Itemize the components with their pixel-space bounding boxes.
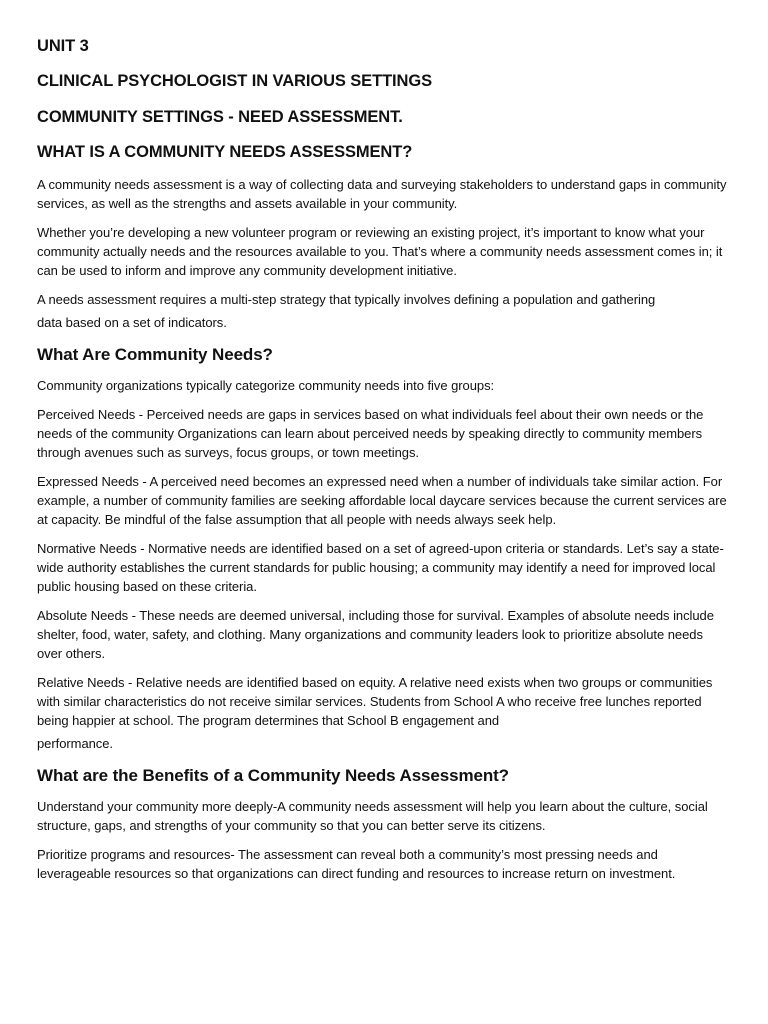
- intro-paragraph-1: A community needs assessment is a way of collecting data and surveying stakeholders to understand gaps in community services, as well as the strengths and assets available in your community.: [37, 177, 727, 211]
- intro-paragraph-2: Whether you’re developing a new volunteer program or reviewing an existing project, it’s important to know what your community actually needs and the resources available to you. That’s where a community needs assessment comes in; it can be used to inform and improve any community development initiative.: [37, 225, 723, 278]
- topic-heading: CLINICAL PSYCHOLOGIST IN VARIOUS SETTINGS: [37, 72, 432, 90]
- intro-paragraph-3: [37, 290, 731, 332]
- understand-community-paragraph: Understand your community more deeply-A community needs assessment will help you learn about the culture, social structure, gaps, and strengths of your community so that you can better serve its citizens.: [37, 799, 708, 833]
- question-heading: WHAT IS A COMMUNITY NEEDS ASSESSMENT?: [37, 143, 413, 161]
- community-needs-heading: What Are Community Needs?: [37, 345, 273, 364]
- needs-intro-paragraph: Community organizations typically categorize community needs into five groups:: [37, 378, 495, 393]
- relative-needs-paragraph: [37, 673, 731, 753]
- intro-paragraph-3-line-2: data based on a set of indicators.: [37, 315, 227, 330]
- normative-needs-paragraph: Normative Needs - Normative needs are identified based on a set of agreed-upon criteria or standards. Let’s say a state-wide authority establishes the current standards for public housing; a community may identify a need for improved local public housing based on these criteria.: [37, 541, 724, 594]
- benefits-heading: What are the Benefits of a Community Needs Assessment?: [37, 766, 509, 785]
- prioritize-programs-paragraph: Prioritize programs and resources- The assessment can reveal both a community’s most pressing needs and leverageable resources so that organizations can direct funding and resources to increase return on investment.: [37, 847, 676, 881]
- perceived-needs-paragraph: Perceived Needs - Perceived needs are gaps in services based on what individuals feel about their own needs or the needs of the community Organizations can learn about perceived needs by speaking directly to community members through avenues such as surveys, focus groups, or town meetings.: [37, 407, 704, 460]
- absolute-needs-paragraph: Absolute Needs - These needs are deemed universal, including those for survival. Examples of absolute needs include shelter, food, water, safety, and clothing. Many organizations and community leaders look to prioritize absolute needs over others.: [37, 608, 714, 661]
- document-page: [37, 36, 731, 893]
- intro-paragraph-3-line-1: A needs assessment requires a multi-step strategy that typically involves defining a population and gathering: [37, 292, 656, 307]
- relative-needs-tail: performance.: [37, 736, 113, 751]
- subtopic-heading: COMMUNITY SETTINGS - NEED ASSESSMENT.: [37, 108, 403, 126]
- expressed-needs-paragraph: Expressed Needs - A perceived need becomes an expressed need when a number of individuals take similar action. For example, a number of community families are seeking affordable local daycare services because the current services are at capacity. Be mindful of the false assumption that all people with needs always seek help.: [37, 474, 727, 527]
- relative-needs-main: Relative Needs - Relative needs are identified based on equity. A relative need exists when two groups or communities with similar characteristics do not receive similar services. Students from School A who receive free lunches reported being happier at school. The program determines that School B engagement and: [37, 675, 713, 728]
- unit-heading: UNIT 3: [37, 37, 89, 55]
